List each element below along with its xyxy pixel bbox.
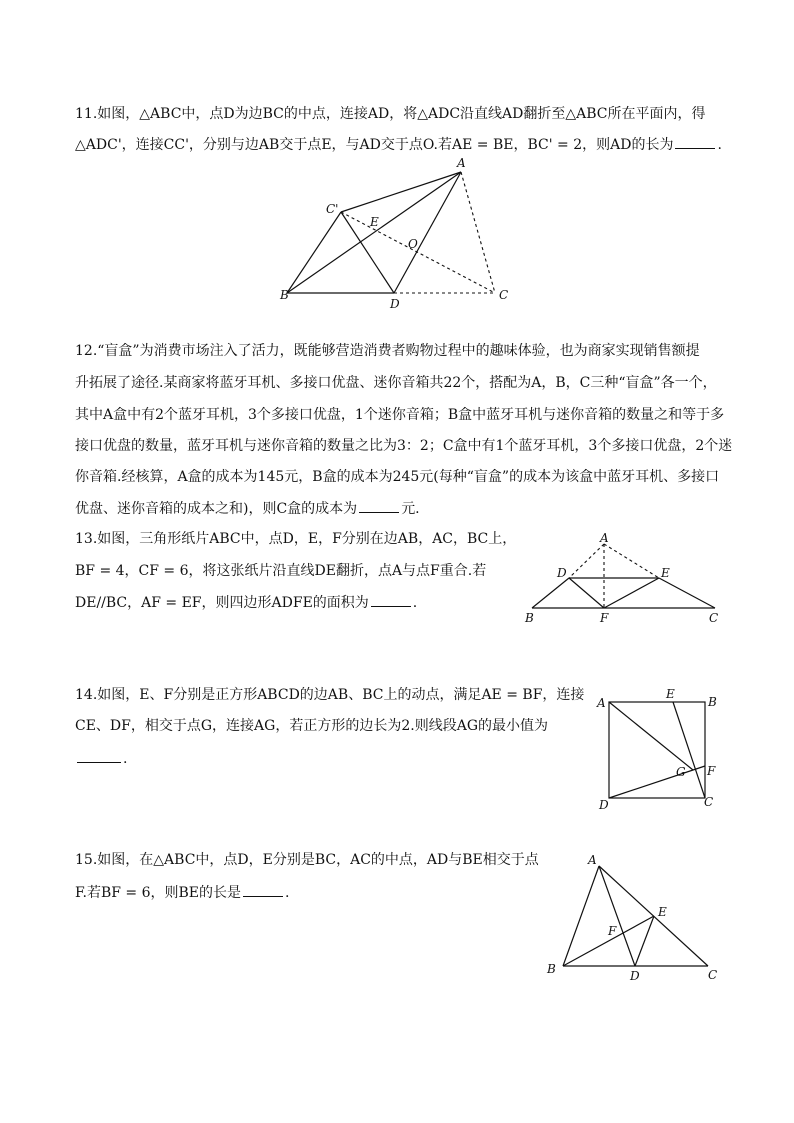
q11-solid-lines bbox=[287, 172, 461, 293]
q14-label-D: D bbox=[599, 798, 609, 812]
q15-label-E: E bbox=[658, 905, 667, 919]
q11-label-D: D bbox=[390, 297, 400, 311]
q15-text-end: . bbox=[285, 885, 290, 901]
q14-line-1 bbox=[75, 685, 584, 705]
q12-text-5: 你音箱.经核算，A盒的成本为145元，B盒的成本为245元(每种“盲盒”的成本为该盒中蓝牙耳机、多接口 bbox=[75, 469, 720, 485]
q15-line-1 bbox=[75, 850, 539, 870]
q11-label-E: E bbox=[370, 215, 379, 229]
q11-line-1 bbox=[75, 104, 706, 124]
q11-dashed-lines bbox=[341, 172, 495, 293]
q14-lines bbox=[609, 702, 705, 798]
q13-line-1 bbox=[75, 529, 516, 549]
q15-label-B: B bbox=[547, 962, 556, 976]
q15-label-D: D bbox=[630, 969, 640, 983]
q13-text-2: BF = 4，CF = 6，将这张纸片沿直线DE翻折，点A与点F重合.若 bbox=[75, 563, 487, 579]
q13-line-BD bbox=[532, 578, 569, 608]
q11-line-AC bbox=[461, 172, 495, 293]
q13-label-F: F bbox=[600, 611, 609, 625]
q14-line-EC bbox=[673, 702, 705, 798]
q15-text-2: F.若BF = 6，则BE的长是 bbox=[75, 885, 242, 901]
q13-label-B: B bbox=[525, 611, 534, 625]
q12-line-2 bbox=[75, 373, 717, 393]
q13-label-E: E bbox=[661, 566, 670, 580]
q13-dashed-lines bbox=[569, 544, 659, 608]
q11-label-C: C bbox=[499, 288, 509, 302]
q11-line-CpA bbox=[341, 172, 461, 212]
q13-line-AE bbox=[604, 544, 659, 578]
q13-solid-lines bbox=[532, 578, 715, 608]
q11-label-A: A bbox=[457, 156, 466, 170]
q15-line-AD bbox=[599, 866, 635, 966]
q14-label-A: A bbox=[597, 696, 606, 710]
q11-text-2: △ADC'，连接CC'，分别与边AB交于点E，与AD交于点O.若AE = BE，BC' = 2，则AD的长为 bbox=[75, 137, 674, 153]
q12-line-5 bbox=[75, 467, 719, 487]
q14-label-B: B bbox=[708, 695, 717, 709]
q13-line-2 bbox=[75, 561, 486, 581]
q11-line-CpB bbox=[287, 212, 341, 293]
q13-label-A: A bbox=[600, 531, 609, 545]
q15-lines bbox=[563, 866, 708, 966]
q11-label-Cp: C' bbox=[326, 202, 339, 216]
q14-text-end: . bbox=[123, 751, 128, 767]
q14-line-2 bbox=[75, 716, 548, 736]
q13-text-1: 13.如图，三角形纸片ABC中，点D，E，F分别在边AB，AC，BC上， bbox=[75, 531, 517, 547]
q13-label-D: D bbox=[557, 566, 567, 580]
q12-text-2: 升拓展了途径.某商家将蓝牙耳机、多接口优盘、迷你音箱共22个，搭配为A，B，C三种“盲盒”各一个， bbox=[75, 375, 717, 391]
q11-answer-blank[interactable] bbox=[675, 134, 715, 149]
q13-line-EC bbox=[659, 578, 715, 608]
q14-figure bbox=[596, 688, 726, 813]
q12-line-1 bbox=[75, 341, 700, 361]
q14-text-1: 14.如图，E、F分别是正方形ABCD的边AB、BC上的动点，满足AE = BF，连接 bbox=[75, 687, 585, 703]
q12-answer-blank[interactable] bbox=[359, 498, 399, 513]
q11-label-B: B bbox=[280, 288, 289, 302]
q15-figure bbox=[540, 852, 730, 987]
q12-text-3: 其中A盒中有2个蓝牙耳机，3个多接口优盘，1个迷你音箱；B盒中蓝牙耳机与迷你音箱的数量之和等于多 bbox=[75, 407, 725, 423]
q11-text-end: . bbox=[717, 137, 722, 153]
q15-line-DE bbox=[635, 916, 654, 966]
q15-text-1: 15.如图，在△ABC中，点D，E分别是BC，AC的中点，AD与BE相交于点 bbox=[75, 852, 539, 868]
q13-line-3 bbox=[75, 592, 417, 613]
q13-line-EF bbox=[604, 578, 659, 608]
q14-line-3 bbox=[75, 748, 127, 769]
q15-label-A: A bbox=[588, 853, 597, 867]
q14-label-C: C bbox=[704, 795, 714, 809]
q14-line-AG bbox=[609, 702, 693, 770]
q11-line-DA bbox=[394, 172, 461, 293]
q14-line-DF bbox=[609, 766, 705, 798]
q14-text-2: CE、DF，相交于点G，连接AG，若正方形的边长为2.则线段AG的最小值为 bbox=[75, 718, 548, 734]
q12-text-1: 12.“盲盒”为消费市场注入了活力，既能够营造消费者购物过程中的趣味体验，也为商家实现销售额提 bbox=[75, 343, 700, 359]
q11-line-BA bbox=[287, 172, 461, 293]
q15-label-F: F bbox=[608, 924, 617, 938]
q15-label-C: C bbox=[708, 968, 718, 982]
q11-label-O: O bbox=[408, 237, 418, 251]
q13-figure bbox=[522, 530, 722, 625]
q14-answer-blank[interactable] bbox=[77, 748, 121, 763]
q14-square-ABCD bbox=[609, 702, 705, 798]
q11-line-2 bbox=[75, 134, 722, 155]
q14-label-E: E bbox=[666, 687, 675, 701]
q15-line-AB bbox=[563, 866, 599, 966]
q12-line-4 bbox=[75, 436, 732, 456]
q11-figure bbox=[280, 156, 520, 311]
q15-line-2 bbox=[75, 882, 289, 903]
q12-text-4: 接口优盘的数量，蓝牙耳机与迷你音箱的数量之比为3：2；C盒中有1个蓝牙耳机，3个多接口优盘，2个迷 bbox=[75, 438, 733, 454]
q12-line-3 bbox=[75, 405, 724, 425]
q13-line-DF bbox=[569, 578, 604, 608]
q13-text-3: DE//BC，AF = EF，则四边形ADFE的面积为 bbox=[75, 595, 369, 611]
q14-label-G: G bbox=[676, 765, 686, 779]
q11-text-1: 11.如图，△ABC中，点D为边BC的中点，连接AD，将△ADC沿直线AD翻折至△ABC所在平面内，得 bbox=[75, 106, 706, 122]
q13-text-end: . bbox=[412, 595, 418, 611]
q12-line-6 bbox=[75, 498, 420, 519]
q12-text-end: 元. bbox=[401, 501, 420, 517]
q12-text-6: 优盘、迷你音箱的成本之和)，则C盒的成本为 bbox=[75, 501, 358, 517]
q13-line-AD bbox=[569, 544, 604, 578]
q13-label-C: C bbox=[709, 611, 719, 625]
q15-answer-blank[interactable] bbox=[243, 882, 283, 897]
q13-answer-blank[interactable] bbox=[371, 592, 411, 607]
q11-line-CpC bbox=[341, 212, 495, 293]
q14-label-F: F bbox=[707, 764, 716, 778]
